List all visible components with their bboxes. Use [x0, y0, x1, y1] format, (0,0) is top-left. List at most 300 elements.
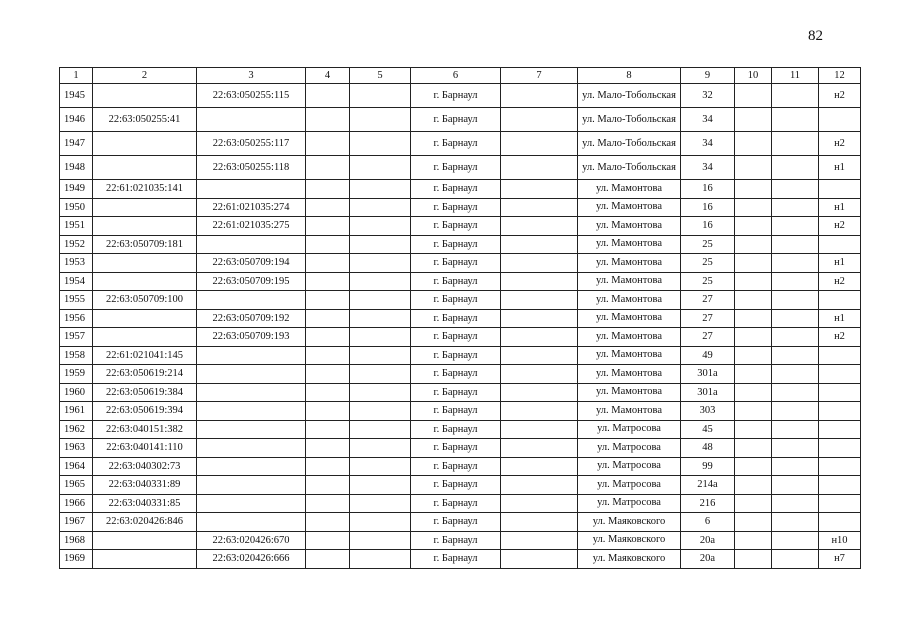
table-cell — [306, 328, 350, 347]
table-cell: ул. Мамонтова — [578, 309, 681, 328]
table-cell — [197, 457, 306, 476]
table-row — [60, 272, 861, 291]
column-header-10: 10 — [735, 68, 772, 84]
table-cell — [197, 383, 306, 402]
table-cell — [306, 402, 350, 421]
table-cell — [306, 254, 350, 273]
table-cell — [501, 494, 578, 513]
table-cell — [197, 494, 306, 513]
table-cell — [197, 439, 306, 458]
table-cell: 22:63:050619:214 — [93, 365, 197, 384]
table-cell: 22:63:040302:73 — [93, 457, 197, 476]
table-cell: н2 — [819, 132, 861, 156]
table-row — [60, 457, 861, 476]
table-cell: 1968 — [60, 531, 93, 550]
table-cell — [93, 309, 197, 328]
table-cell: н1 — [819, 198, 861, 217]
table-cell — [772, 84, 819, 108]
column-header-9: 9 — [681, 68, 735, 84]
table-cell — [350, 531, 411, 550]
table-row — [60, 531, 861, 550]
table-cell — [197, 365, 306, 384]
table-cell: ул. Матросова — [578, 494, 681, 513]
table-cell — [772, 309, 819, 328]
table-cell — [501, 156, 578, 180]
table-cell: 1960 — [60, 383, 93, 402]
table-cell: г. Барнаул — [411, 494, 501, 513]
table-cell: ул. Мало-Тобольская — [578, 132, 681, 156]
table-cell — [306, 180, 350, 199]
table-cell — [772, 402, 819, 421]
table-cell: 99 — [681, 457, 735, 476]
table-cell — [306, 383, 350, 402]
table-cell — [735, 346, 772, 365]
table-row — [60, 513, 861, 532]
table-row — [60, 550, 861, 569]
table-cell: ул. Мало-Тобольская — [578, 108, 681, 132]
table-row — [60, 254, 861, 273]
table-cell: 1959 — [60, 365, 93, 384]
table-cell — [306, 513, 350, 532]
column-header-12: 12 — [819, 68, 861, 84]
table-cell: н1 — [819, 254, 861, 273]
table-cell: 1963 — [60, 439, 93, 458]
table-cell: ул. Мамонтова — [578, 254, 681, 273]
table-cell — [350, 457, 411, 476]
table-cell: 22:63:050619:384 — [93, 383, 197, 402]
table-cell: 214а — [681, 476, 735, 495]
table-cell — [501, 439, 578, 458]
table-cell — [772, 235, 819, 254]
table-cell: 22:63:050255:41 — [93, 108, 197, 132]
table-cell — [197, 513, 306, 532]
table-cell: ул. Мамонтова — [578, 180, 681, 199]
table-cell — [350, 365, 411, 384]
table-cell: 22:63:050709:181 — [93, 235, 197, 254]
column-header-5: 5 — [350, 68, 411, 84]
table-cell — [772, 328, 819, 347]
table-cell — [735, 180, 772, 199]
table-cell: 34 — [681, 156, 735, 180]
table-cell: г. Барнаул — [411, 457, 501, 476]
table-cell: 1950 — [60, 198, 93, 217]
table-cell — [735, 108, 772, 132]
table-cell — [501, 420, 578, 439]
table-cell: 1952 — [60, 235, 93, 254]
table-cell — [772, 476, 819, 495]
header-row — [60, 68, 861, 84]
table-cell — [501, 198, 578, 217]
table-row — [60, 132, 861, 156]
table-cell — [819, 365, 861, 384]
table-cell: 27 — [681, 328, 735, 347]
table-cell: г. Барнаул — [411, 531, 501, 550]
table-cell: 1948 — [60, 156, 93, 180]
table-cell: ул. Мамонтова — [578, 235, 681, 254]
table-cell: г. Барнаул — [411, 108, 501, 132]
column-header-6: 6 — [411, 68, 501, 84]
table-cell — [772, 494, 819, 513]
table-cell: г. Барнаул — [411, 272, 501, 291]
table-cell: 216 — [681, 494, 735, 513]
table-row — [60, 217, 861, 236]
table-cell — [306, 156, 350, 180]
table-cell: 1953 — [60, 254, 93, 273]
table-cell — [501, 132, 578, 156]
table-cell: ул. Маяковского — [578, 531, 681, 550]
table-body — [60, 84, 861, 569]
table-cell — [735, 156, 772, 180]
table-row — [60, 180, 861, 199]
table-cell — [197, 291, 306, 310]
table-cell: 22:63:050619:394 — [93, 402, 197, 421]
table-cell — [501, 513, 578, 532]
table-cell — [93, 328, 197, 347]
table-cell: 1965 — [60, 476, 93, 495]
table-cell — [350, 439, 411, 458]
table-cell — [772, 156, 819, 180]
table-cell — [819, 346, 861, 365]
table-cell: 1962 — [60, 420, 93, 439]
table-cell — [735, 309, 772, 328]
table-cell: ул. Мамонтова — [578, 291, 681, 310]
table-cell: 1954 — [60, 272, 93, 291]
table-cell — [735, 531, 772, 550]
table-cell — [735, 291, 772, 310]
table-cell — [501, 108, 578, 132]
table-cell — [197, 420, 306, 439]
table-cell — [93, 198, 197, 217]
table-cell: г. Барнаул — [411, 217, 501, 236]
table-cell: 32 — [681, 84, 735, 108]
table-cell — [501, 84, 578, 108]
table-cell — [772, 291, 819, 310]
table-cell: г. Барнаул — [411, 156, 501, 180]
table-cell: г. Барнаул — [411, 254, 501, 273]
table-cell: 1964 — [60, 457, 93, 476]
table-cell: 1947 — [60, 132, 93, 156]
table-cell: 20а — [681, 531, 735, 550]
table-cell — [735, 365, 772, 384]
table-cell: 25 — [681, 254, 735, 273]
table-row — [60, 365, 861, 384]
table-cell: 22:63:040141:110 — [93, 439, 197, 458]
table-cell — [501, 254, 578, 273]
table-cell — [93, 272, 197, 291]
table-cell: 22:63:050255:117 — [197, 132, 306, 156]
table-cell — [819, 402, 861, 421]
table-cell: 1945 — [60, 84, 93, 108]
table-cell — [735, 439, 772, 458]
table-cell: 48 — [681, 439, 735, 458]
table-cell — [772, 346, 819, 365]
table-cell — [735, 254, 772, 273]
table-row — [60, 198, 861, 217]
table-row — [60, 291, 861, 310]
table-cell: ул. Мамонтова — [578, 328, 681, 347]
table-cell: ул. Мамонтова — [578, 346, 681, 365]
table-row — [60, 346, 861, 365]
column-header-2: 2 — [93, 68, 197, 84]
column-header-7: 7 — [501, 68, 578, 84]
table-cell — [93, 217, 197, 236]
table-cell — [772, 180, 819, 199]
table-cell: ул. Мамонтова — [578, 365, 681, 384]
table-cell: г. Барнаул — [411, 513, 501, 532]
table-cell — [306, 84, 350, 108]
table-cell — [350, 254, 411, 273]
table-cell — [350, 494, 411, 513]
table-cell — [735, 402, 772, 421]
table-cell: ул. Маяковского — [578, 550, 681, 569]
table-cell: 1951 — [60, 217, 93, 236]
table-cell: н2 — [819, 328, 861, 347]
table-cell: ул. Мамонтова — [578, 198, 681, 217]
table-cell: ул. Мамонтова — [578, 402, 681, 421]
table-cell — [501, 180, 578, 199]
table-row — [60, 328, 861, 347]
table-cell: 1956 — [60, 309, 93, 328]
table-cell — [350, 328, 411, 347]
table-cell: 301а — [681, 383, 735, 402]
table-cell — [735, 235, 772, 254]
table-cell: г. Барнаул — [411, 476, 501, 495]
table-cell: ул. Мамонтова — [578, 217, 681, 236]
table-cell: 22:61:021041:145 — [93, 346, 197, 365]
table-cell: 22:61:021035:274 — [197, 198, 306, 217]
table-cell: н1 — [819, 309, 861, 328]
table-cell — [819, 108, 861, 132]
table-cell: 22:63:020426:666 — [197, 550, 306, 569]
table-cell — [501, 217, 578, 236]
table-cell — [772, 531, 819, 550]
table-cell — [501, 272, 578, 291]
table-cell: 22:63:040331:89 — [93, 476, 197, 495]
table-cell — [197, 402, 306, 421]
table-cell — [350, 513, 411, 532]
table-cell — [735, 457, 772, 476]
table-cell — [306, 132, 350, 156]
table-cell: г. Барнаул — [411, 328, 501, 347]
table-cell: 6 — [681, 513, 735, 532]
table-cell: г. Барнаул — [411, 420, 501, 439]
table-cell: г. Барнаул — [411, 291, 501, 310]
table-cell — [350, 84, 411, 108]
table-cell — [735, 476, 772, 495]
table-cell — [819, 513, 861, 532]
table-cell: г. Барнаул — [411, 383, 501, 402]
table-cell: г. Барнаул — [411, 180, 501, 199]
table-row — [60, 476, 861, 495]
column-header-11: 11 — [772, 68, 819, 84]
table-cell: 1966 — [60, 494, 93, 513]
table-cell — [501, 346, 578, 365]
table-cell — [350, 132, 411, 156]
table-cell: г. Барнаул — [411, 365, 501, 384]
table-cell: 1958 — [60, 346, 93, 365]
table-cell — [306, 439, 350, 458]
table-cell: н2 — [819, 84, 861, 108]
table-cell: 22:63:040331:85 — [93, 494, 197, 513]
table-cell: 303 — [681, 402, 735, 421]
table-cell: ул. Мало-Тобольская — [578, 84, 681, 108]
table-cell — [350, 309, 411, 328]
table-cell — [735, 272, 772, 291]
table-cell — [93, 550, 197, 569]
table-cell — [501, 365, 578, 384]
table-cell: 22:63:050709:195 — [197, 272, 306, 291]
table-row — [60, 383, 861, 402]
table-cell: ул. Мамонтова — [578, 272, 681, 291]
table-row — [60, 402, 861, 421]
table-cell — [93, 531, 197, 550]
table-cell — [306, 272, 350, 291]
table-cell — [819, 494, 861, 513]
table-cell: 16 — [681, 198, 735, 217]
table-cell — [772, 254, 819, 273]
table-cell — [772, 198, 819, 217]
table-cell — [735, 84, 772, 108]
table-cell: 22:63:040151:382 — [93, 420, 197, 439]
table-cell: ул. Мамонтова — [578, 383, 681, 402]
table-cell — [735, 132, 772, 156]
table-cell — [772, 272, 819, 291]
table-cell: н2 — [819, 272, 861, 291]
table-cell: 27 — [681, 309, 735, 328]
column-header-4: 4 — [306, 68, 350, 84]
table-cell: н7 — [819, 550, 861, 569]
table-cell: ул. Маяковского — [578, 513, 681, 532]
table-cell: г. Барнаул — [411, 402, 501, 421]
table-cell: 25 — [681, 235, 735, 254]
table-cell: 1949 — [60, 180, 93, 199]
table-cell — [350, 402, 411, 421]
table-cell — [819, 420, 861, 439]
table-cell: 20а — [681, 550, 735, 569]
table-cell — [819, 439, 861, 458]
table-cell — [501, 383, 578, 402]
table-cell — [735, 420, 772, 439]
table-cell: 25 — [681, 272, 735, 291]
column-header-8: 8 — [578, 68, 681, 84]
table-cell — [306, 309, 350, 328]
table-cell — [501, 402, 578, 421]
table-cell — [735, 494, 772, 513]
table-cell: 1957 — [60, 328, 93, 347]
table-row — [60, 108, 861, 132]
table-cell: 1955 — [60, 291, 93, 310]
table-cell: 1969 — [60, 550, 93, 569]
table-cell — [772, 439, 819, 458]
table-row — [60, 156, 861, 180]
table-cell — [306, 346, 350, 365]
table-cell — [772, 420, 819, 439]
table-cell — [501, 457, 578, 476]
table-row — [60, 309, 861, 328]
table-cell — [197, 346, 306, 365]
table-cell — [735, 328, 772, 347]
table-cell — [93, 156, 197, 180]
table-cell — [93, 132, 197, 156]
table-cell: 1946 — [60, 108, 93, 132]
table-cell: ул. Мало-Тобольская — [578, 156, 681, 180]
table-cell — [350, 272, 411, 291]
table-cell — [350, 550, 411, 569]
table-row — [60, 494, 861, 513]
table-row — [60, 235, 861, 254]
column-header-1: 1 — [60, 68, 93, 84]
table-cell — [350, 235, 411, 254]
table-cell: 22:63:050255:115 — [197, 84, 306, 108]
table-cell — [819, 457, 861, 476]
table-cell: н2 — [819, 217, 861, 236]
table-cell — [306, 365, 350, 384]
table-cell — [772, 457, 819, 476]
table-cell — [735, 550, 772, 569]
table-cell: ул. Матросова — [578, 457, 681, 476]
table-cell — [306, 420, 350, 439]
table-cell: ул. Матросова — [578, 439, 681, 458]
table-cell: 49 — [681, 346, 735, 365]
table-cell: г. Барнаул — [411, 235, 501, 254]
table-cell: 22:63:050709:100 — [93, 291, 197, 310]
table-cell — [350, 156, 411, 180]
table-cell: 34 — [681, 108, 735, 132]
table-cell: 22:63:050709:192 — [197, 309, 306, 328]
table-cell: 301а — [681, 365, 735, 384]
registry-table — [59, 67, 861, 569]
table-cell: 22:63:020426:846 — [93, 513, 197, 532]
table-cell — [819, 476, 861, 495]
table-cell — [306, 531, 350, 550]
table-cell — [350, 198, 411, 217]
table-cell — [93, 254, 197, 273]
table-cell — [819, 383, 861, 402]
table-row — [60, 420, 861, 439]
table-cell — [501, 531, 578, 550]
table-cell: г. Барнаул — [411, 346, 501, 365]
table-cell — [501, 309, 578, 328]
table-cell — [735, 383, 772, 402]
table-cell — [197, 180, 306, 199]
table-cell: 27 — [681, 291, 735, 310]
table-cell — [306, 291, 350, 310]
table-row — [60, 84, 861, 108]
table-row — [60, 439, 861, 458]
table-cell — [306, 198, 350, 217]
table-cell — [350, 383, 411, 402]
table-cell — [819, 291, 861, 310]
table-cell — [772, 108, 819, 132]
table-cell — [350, 217, 411, 236]
table-cell: 22:63:050709:193 — [197, 328, 306, 347]
table-cell — [735, 217, 772, 236]
table-cell: 22:63:050709:194 — [197, 254, 306, 273]
table-cell: 1967 — [60, 513, 93, 532]
table-cell: ул. Матросова — [578, 420, 681, 439]
table-cell — [197, 476, 306, 495]
table-cell — [772, 550, 819, 569]
table-cell — [93, 84, 197, 108]
table-cell — [772, 513, 819, 532]
table-cell — [501, 291, 578, 310]
table-cell: г. Барнаул — [411, 132, 501, 156]
table-cell — [350, 180, 411, 199]
table-cell — [819, 235, 861, 254]
table-cell: 45 — [681, 420, 735, 439]
table-cell — [197, 108, 306, 132]
table-cell — [350, 476, 411, 495]
